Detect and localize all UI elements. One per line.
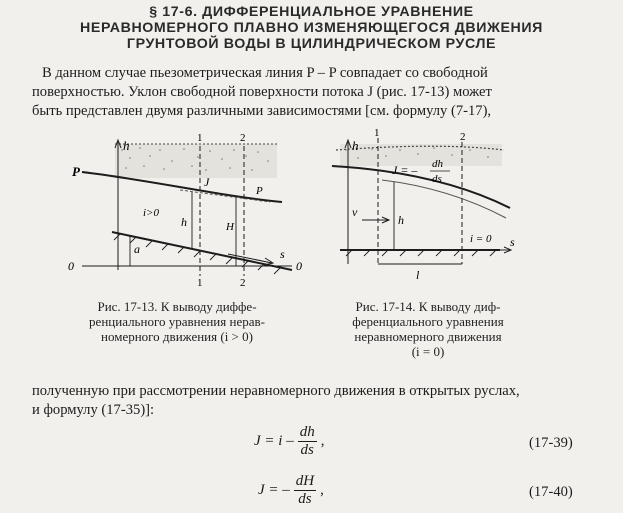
eq1-number: (17-39) xyxy=(529,435,573,451)
eq1-lhs: J = i – xyxy=(254,432,294,449)
fig14-s-label: s xyxy=(510,235,515,249)
eq2-tail: , xyxy=(320,481,324,498)
fig13-caption-line-3: номерного движения (i > 0) xyxy=(101,329,253,344)
eq2-numerator: dH xyxy=(295,473,315,489)
fig14-j-equals-label: J = – xyxy=(392,163,418,177)
intro-line-2: поверхностью. Уклон свободной поверхности потока J (рис. 17-13) может xyxy=(32,84,492,100)
fig14-dh-label: dh xyxy=(432,158,443,170)
fig14-l-label: l xyxy=(416,268,420,282)
fig14-slope-label: i = 0 xyxy=(470,233,492,245)
fig13-a-label: a xyxy=(134,242,140,256)
after-line-2: и формулу (17-35)]: xyxy=(32,402,155,418)
fig13-section-2-label: 2 xyxy=(240,132,246,144)
intro-paragraph xyxy=(32,64,592,121)
fig13-section-2-bottom-label: 2 xyxy=(240,277,246,288)
figure-17-14 xyxy=(322,124,522,289)
fig13-datum-left-label: 0 xyxy=(68,259,74,273)
intro-line-3: быть представлен двумя различными зависимостями [см. формулу (7-17), xyxy=(32,103,492,119)
fig14-caption xyxy=(328,299,528,359)
after-paragraph xyxy=(32,382,592,420)
fig14-v-label: v xyxy=(352,205,358,219)
fig14-section-2-label: 2 xyxy=(460,131,466,143)
eq2-fraction xyxy=(294,473,316,508)
eq2-lhs: J = – xyxy=(258,481,290,498)
fig13-slope-label: i>0 xyxy=(143,207,159,219)
eq1-numerator: dh xyxy=(299,424,315,440)
fig13-p-left-label: P xyxy=(72,164,80,179)
fig13-section-1-bottom-label: 1 xyxy=(197,277,203,288)
eq1-tail: , xyxy=(320,432,325,449)
eq1-fraction xyxy=(298,424,317,459)
fig13-H-label: H xyxy=(226,221,234,233)
fig14-caption-line-1: Рис. 17-14. К выводу диф- xyxy=(355,299,501,314)
fig13-p-right-label: P xyxy=(256,185,263,197)
fig14-ds-label: ds xyxy=(432,173,442,185)
fig13-j-label: J xyxy=(204,175,210,189)
fig14-h-axis-label: h xyxy=(352,138,359,153)
fig13-s-label: s xyxy=(280,247,285,261)
eq2-number: (17-40) xyxy=(529,484,573,500)
fig13-caption-line-1: Рис. 17-13. К выводу диффе- xyxy=(97,299,257,314)
equation-17-39 xyxy=(254,424,324,459)
section-title-line-3: ГРУНТОВОЙ ВОДЫ В ЦИЛИНДРИЧЕСКОМ РУСЛЕ xyxy=(126,36,497,52)
fig14-caption-line-3: неравномерного движения xyxy=(354,329,502,344)
fig13-caption-line-2: ренциального уравнения нерав- xyxy=(89,314,265,329)
soil-stipple-area xyxy=(115,144,277,178)
intro-line-1: В данном случае пьезометрическая линия P – P совпадает со свободной xyxy=(42,65,488,81)
after-line-1: полученную при рассмотрении неравномерного движения в открытых руслах, xyxy=(32,383,520,399)
fig14-section-1-label: 1 xyxy=(374,127,380,139)
eq2-denominator: ds xyxy=(298,491,312,507)
fig14-caption-line-4: (i = 0) xyxy=(411,344,445,359)
fig13-section-1-label: 1 xyxy=(197,132,203,144)
fig13-h-axis-label: h xyxy=(123,138,130,153)
figure-17-13 xyxy=(60,128,310,288)
eq1-denominator: ds xyxy=(300,442,314,458)
section-title-line-1: § 17-6. ДИФФЕРЕНЦИАЛЬНОЕ УРАВНЕНИЕ xyxy=(149,4,474,20)
equation-17-40 xyxy=(258,473,324,508)
section-title-line-2: НЕРАВНОМЕРНОГО ПЛАВНО ИЗМЕНЯЮЩЕГОСЯ ДВИЖЕНИЯ xyxy=(80,20,543,36)
fig14-caption-line-2: ференциального уравнения xyxy=(352,314,504,329)
fig14-h-label: h xyxy=(398,213,404,227)
fig13-h-label: h xyxy=(181,215,187,229)
fig13-datum-right-label: 0 xyxy=(296,259,302,273)
fig13-caption xyxy=(62,299,292,344)
